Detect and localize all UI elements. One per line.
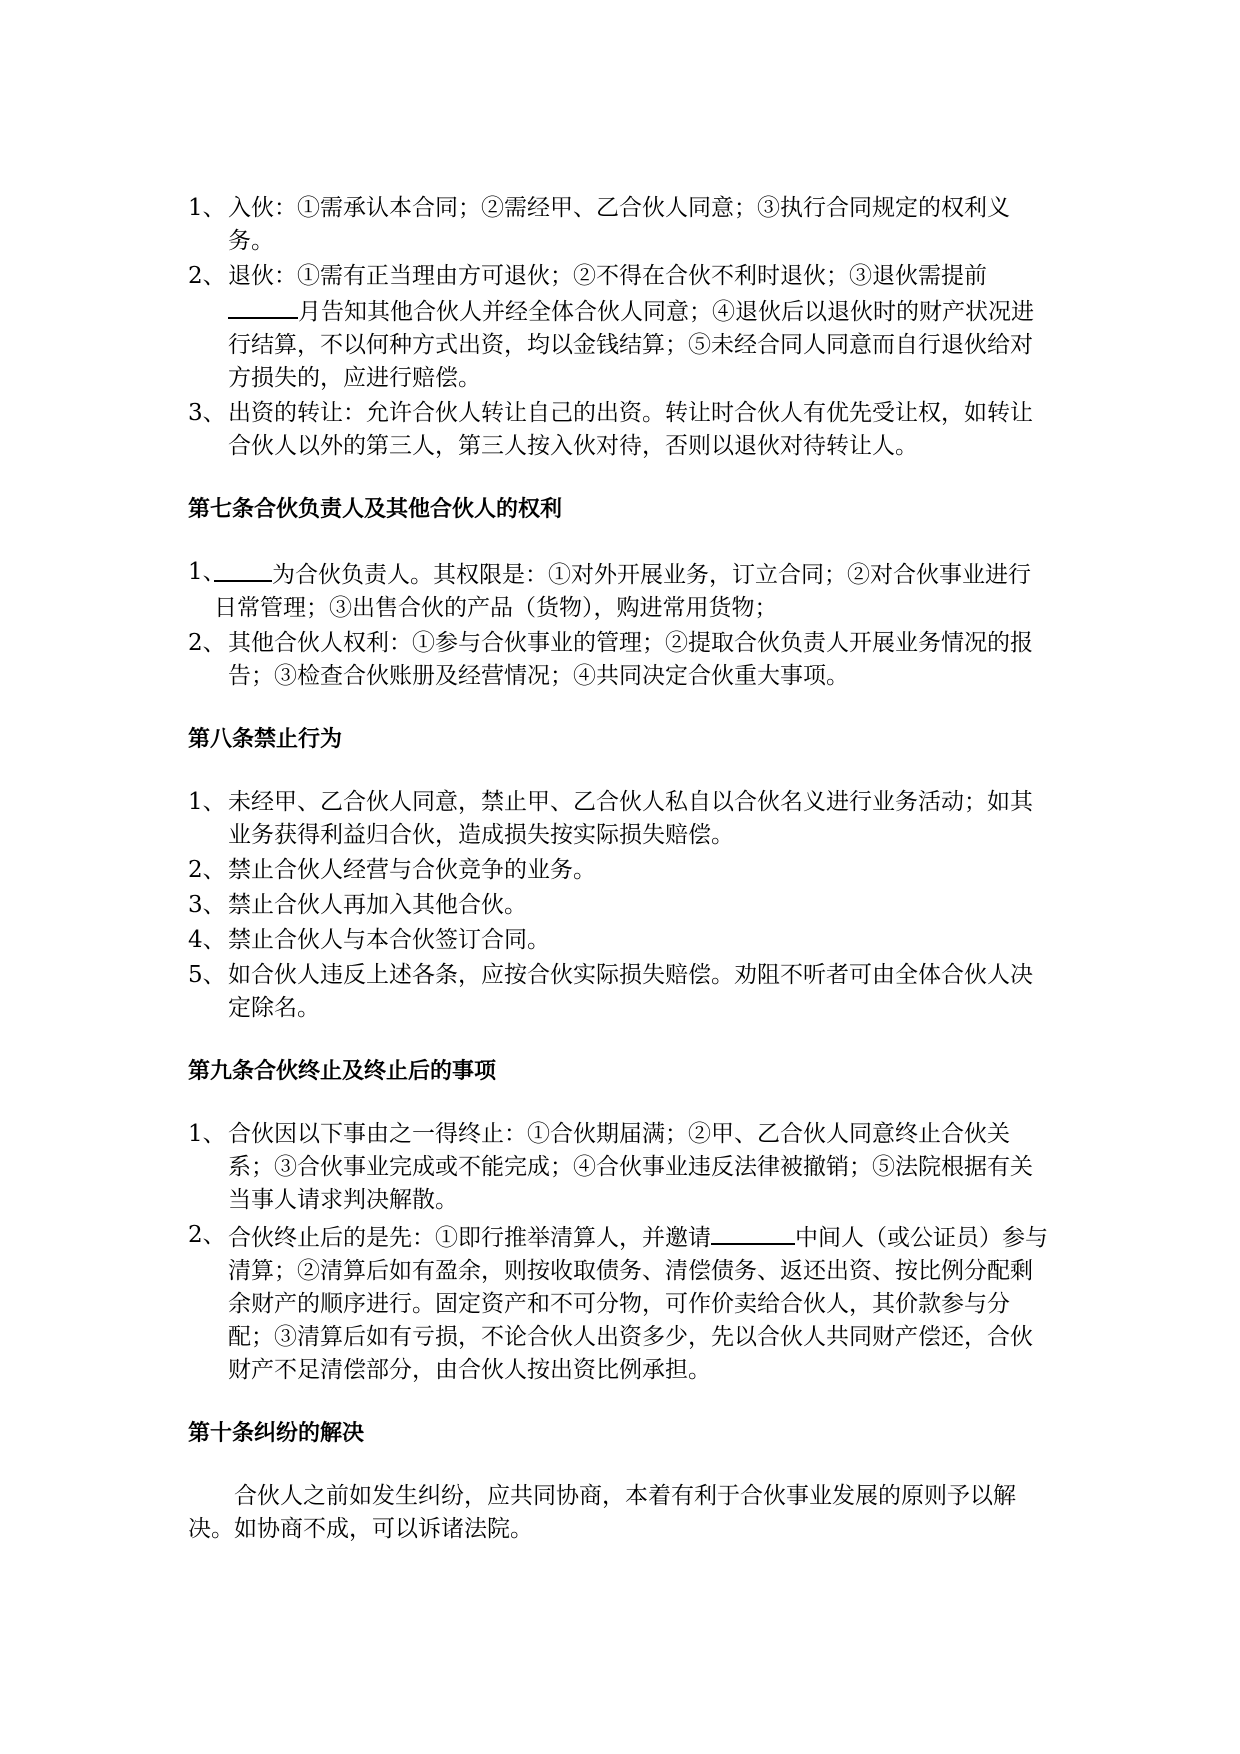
list-item — [188, 397, 1052, 463]
section7-list — [188, 556, 1052, 693]
list-item — [188, 1118, 1052, 1217]
list-item — [188, 854, 1052, 887]
section10-paragraph: 合伙人之前如发生纠纷，应共同协商，本着有利于合伙事业发展的原则予以解决。如协商不成，可以诉诸法院。 — [188, 1483, 1016, 1542]
item-number: 4、 — [188, 927, 226, 953]
item-number: 1、 — [188, 195, 226, 221]
item-number: 3、 — [188, 892, 226, 918]
item-number: 2、 — [188, 630, 226, 656]
list-item — [188, 959, 1052, 1025]
item-number: 5、 — [188, 962, 226, 988]
list-item — [188, 192, 1052, 258]
list-item — [188, 556, 1052, 625]
item-number: 2、 — [188, 263, 226, 289]
section9-list — [188, 1118, 1052, 1387]
item-text: 合伙终止后的是先：①即行推举清算人，并邀请 — [228, 1225, 711, 1251]
item-number: 1、 — [188, 1121, 226, 1147]
section10-heading: 第十条纠纷的解决 — [188, 1421, 365, 1446]
item-text: 禁止合伙人经营与合伙竞争的业务。 — [228, 857, 596, 883]
item-text: 禁止合伙人再加入其他合伙。 — [228, 892, 527, 918]
item-number: 1、 — [188, 559, 226, 585]
section9-heading: 第九条合伙终止及终止后的事项 — [188, 1059, 497, 1084]
item-text: 中间人（或公证员）参与清算；②清算后如有盈余，则按收取债务、清偿债务、返还出资、按比例分配剩余财产的顺序进行。固定资产和不可分物，可作价卖给合伙人，其价款参与分配；③清算后如有亏损，不论合伙人出资多少，先以合伙人共同财产偿还，合伙财产不足清偿部分，由合伙人按出资比例承担。 — [228, 1225, 1048, 1383]
item-number: 3、 — [188, 400, 226, 426]
section8-heading: 第八条禁止行为 — [188, 727, 343, 752]
list-item — [188, 627, 1052, 693]
list-item — [188, 924, 1052, 957]
item-text: 如合伙人违反上述各条，应按合伙实际损失赔偿。劝阻不听者可由全体合伙人决定除名。 — [228, 962, 1033, 1021]
item-text: 其他合伙人权利：①参与合伙事业的管理；②提取合伙负责人开展业务情况的报告；③检查合伙账册及经营情况；④共同决定合伙重大事项。 — [228, 630, 1033, 689]
section7-heading: 第七条合伙负责人及其他合伙人的权利 — [188, 497, 563, 522]
item-text: 月告知其他合伙人并经全体合伙人同意；④退伙后以退伙时的财产状况进行结算，不以何种方式出资，均以金钱结算；⑤未经合同人同意而自行退伙给对方损失的，应进行赔偿。 — [228, 299, 1034, 391]
section6-list — [188, 192, 1052, 463]
item-text: 退伙：①需有正当理由方可退伙；②不得在合伙不利时退伙；③退伙需提前 — [228, 263, 987, 289]
list-item — [188, 786, 1052, 852]
list-item — [188, 260, 1052, 395]
blank-field — [711, 1219, 795, 1245]
item-text: 为合伙负责人。其权限是：①对外开展业务，订立合同；②对合伙事业进行日常管理；③出售合伙的产品（货物），购进常用货物； — [214, 562, 1031, 621]
item-text: 禁止合伙人与本合伙签订合同。 — [228, 927, 550, 953]
section8-list — [188, 786, 1052, 1025]
item-number: 2、 — [188, 857, 226, 883]
item-text: 合伙因以下事由之一得终止：①合伙期届满；②甲、乙合伙人同意终止合伙关系；③合伙事业完成或不能完成；④合伙事业违反法律被撤销；⑤法院根据有关当事人请求判决解散。 — [228, 1121, 1033, 1213]
list-item — [188, 1219, 1052, 1387]
document-page — [188, 192, 1052, 1546]
item-text: 未经甲、乙合伙人同意，禁止甲、乙合伙人私自以合伙名义进行业务活动；如其业务获得利益归合伙，造成损失按实际损失赔偿。 — [228, 789, 1033, 848]
blank-field — [228, 293, 298, 319]
item-text: 入伙：①需承认本合同；②需经甲、乙合伙人同意；③执行合同规定的权利义务。 — [228, 195, 1010, 254]
list-item — [188, 889, 1052, 922]
item-number: 2、 — [188, 1222, 226, 1248]
item-number: 1、 — [188, 789, 226, 815]
item-text: 出资的转让：允许合伙人转让自己的出资。转让时合伙人有优先受让权，如转让合伙人以外的第三人，第三人按入伙对待，否则以退伙对待转让人。 — [228, 400, 1033, 459]
